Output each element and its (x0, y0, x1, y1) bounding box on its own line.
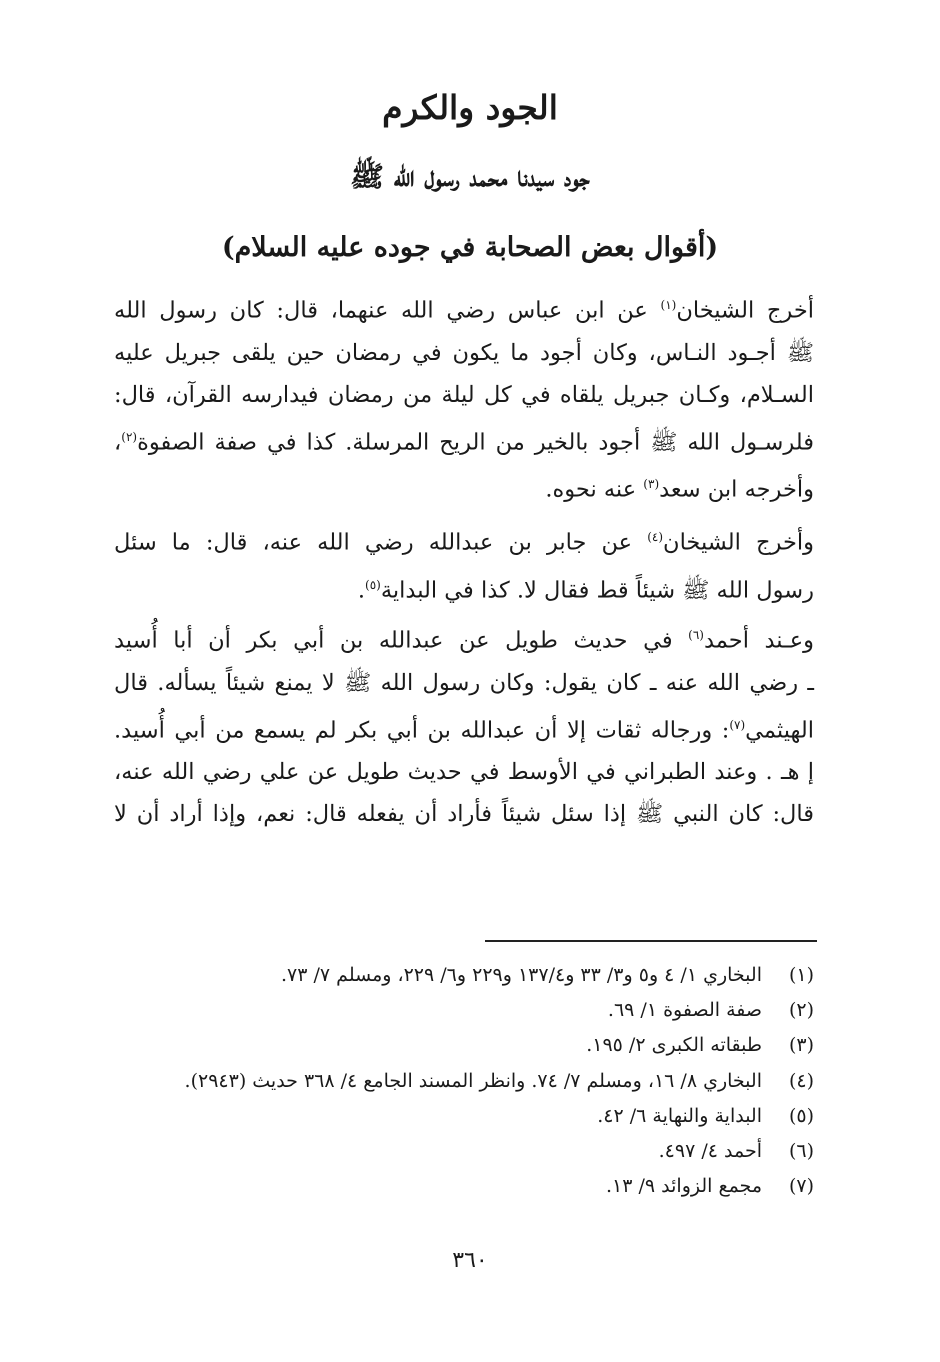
footnote-item (114, 1064, 814, 1099)
paragraph (114, 516, 814, 611)
footnote-number: (٢) (788, 999, 814, 1022)
page-title: الجود والكرم (382, 88, 558, 127)
footnote-text: طبقاته الكبرى ٢/ ١٩٥. (586, 1034, 762, 1057)
footnote-item (114, 993, 814, 1028)
footnote-number: (٦) (788, 1139, 814, 1162)
footnote-number: (٧) (788, 1175, 814, 1198)
footnote-text: صفة الصفوة ١/ ٦٩. (607, 999, 762, 1022)
footnote-text: البخاري ١/ ٤ و٥ و٣/ ٣٣ و١٣٧/٤ و٢٢٩ و٦/ ٢٢٩، ومسلم ٧/ ٧٣. (281, 964, 762, 986)
text-line (114, 416, 814, 464)
footnote-text: مجمع الزوائد ٩/ ١٣. (605, 1175, 762, 1198)
text-run: عن ابن عباس رضي الله عنهما، قال: كان رسول الله (114, 297, 661, 324)
text-run: ، (114, 429, 122, 455)
footnote-text: البخاري ٨/ ١٦، ومسلم ٧/ ٧٤. وانظر المسند الجامع ٤/ ٣٦٨ حديث (٢٩٤٣). (184, 1069, 762, 1092)
text-line (114, 564, 814, 612)
text-line (114, 463, 814, 511)
footnote-text: أحمد ٤/ ٤٩٧. (658, 1139, 762, 1162)
footnote-ref: (٣) (643, 477, 660, 491)
text-run: وأخرج الشيخان (663, 529, 814, 556)
section-title: (أقوال بعض الصحابة في جوده عليه السلام) (221, 232, 719, 263)
footnote-number: (٥) (788, 1104, 814, 1127)
text-line (114, 751, 814, 793)
text-line (114, 662, 814, 704)
footnotes-list (114, 958, 814, 1204)
footnote-item (114, 1134, 814, 1169)
text-run: عنه نحوه. (545, 476, 644, 503)
text-run: السـلام، وكـان جبريل يلقاه في كل ليلة من رمضان فيدارسه القرآن، قال: (114, 381, 814, 408)
text-run: فلرسـول الله ﷺ أجود بالخير من الريح المرسلة. كذا في صفة الصفوة (137, 429, 814, 455)
text-line (114, 332, 814, 374)
text-run: : ورجاله ثقات إلا أن عبدالله بن أبي بكر لم يسمع من أبي أُسيد. (114, 717, 730, 743)
text-line (114, 793, 814, 835)
footnote-number: (٤) (788, 1069, 814, 1092)
text-line (114, 516, 814, 564)
footnote-ref: (٧) (729, 717, 746, 732)
footnote-ref: (١) (660, 298, 677, 312)
text-line (114, 704, 814, 752)
footnote-ref: (٢) (121, 429, 138, 444)
footnote-number: (٣) (788, 1034, 814, 1057)
text-line (114, 374, 814, 416)
text-run: . (357, 577, 366, 603)
text-run: في حديث طويل عن عبدالله بن أبي بكر أن أبا أُسيد (114, 627, 689, 654)
text-run: رسول الله ﷺ شيئاً قط فقال لا. كذا في البداية (380, 577, 814, 603)
footnote-number: (١) (788, 964, 814, 986)
text-run: إ هـ . وعند الطبراني في الأوسط في حديث طويل عن علي رضي الله عنه، (114, 759, 814, 785)
text-run: وعـند أحمد (703, 627, 814, 654)
footnote-text: البداية والنهاية ٦/ ٤٢. (597, 1104, 762, 1127)
text-line (114, 284, 814, 332)
text-run: أخرج الشيخان (676, 297, 814, 324)
text-run: ـ رضي الله عنه ـ كان يقول: وكان رسول الله ﷺ لا يمنع شيئاً يسأله. قال (114, 669, 814, 696)
footnote-item (114, 958, 814, 993)
footnote-item (114, 1028, 814, 1063)
text-run: عن جابر بن عبدالله رضي الله عنه، قال: ما سئل (114, 529, 648, 556)
footnote-item (114, 1169, 814, 1204)
page-subtitle: جود سيدنا محمد رسول الله ﷺ (350, 160, 590, 193)
page-number: ٣٦٠ (452, 1248, 488, 1273)
text-run: الهيثمي (745, 717, 814, 743)
footnote-ref: (٥) (365, 577, 381, 592)
footnote-ref: (٤) (647, 530, 664, 544)
text-line (114, 614, 814, 662)
footnote-divider (485, 940, 817, 942)
text-run: وأخرجه ابن سعد (659, 476, 814, 503)
paragraph (114, 614, 814, 835)
text-run: ﷺ أجـود النـاس، وكان أجود ما يكون في رمضان حين يلقى جبريل عليه (114, 339, 814, 366)
paragraph (114, 284, 814, 511)
footnote-ref: (٦) (688, 628, 704, 642)
text-run: قال: كان النبي ﷺ إذا سئل شيئاً فأراد أن يفعله قال: نعم، وإذا أراد أن لا (114, 801, 814, 827)
footnote-item (114, 1099, 814, 1134)
